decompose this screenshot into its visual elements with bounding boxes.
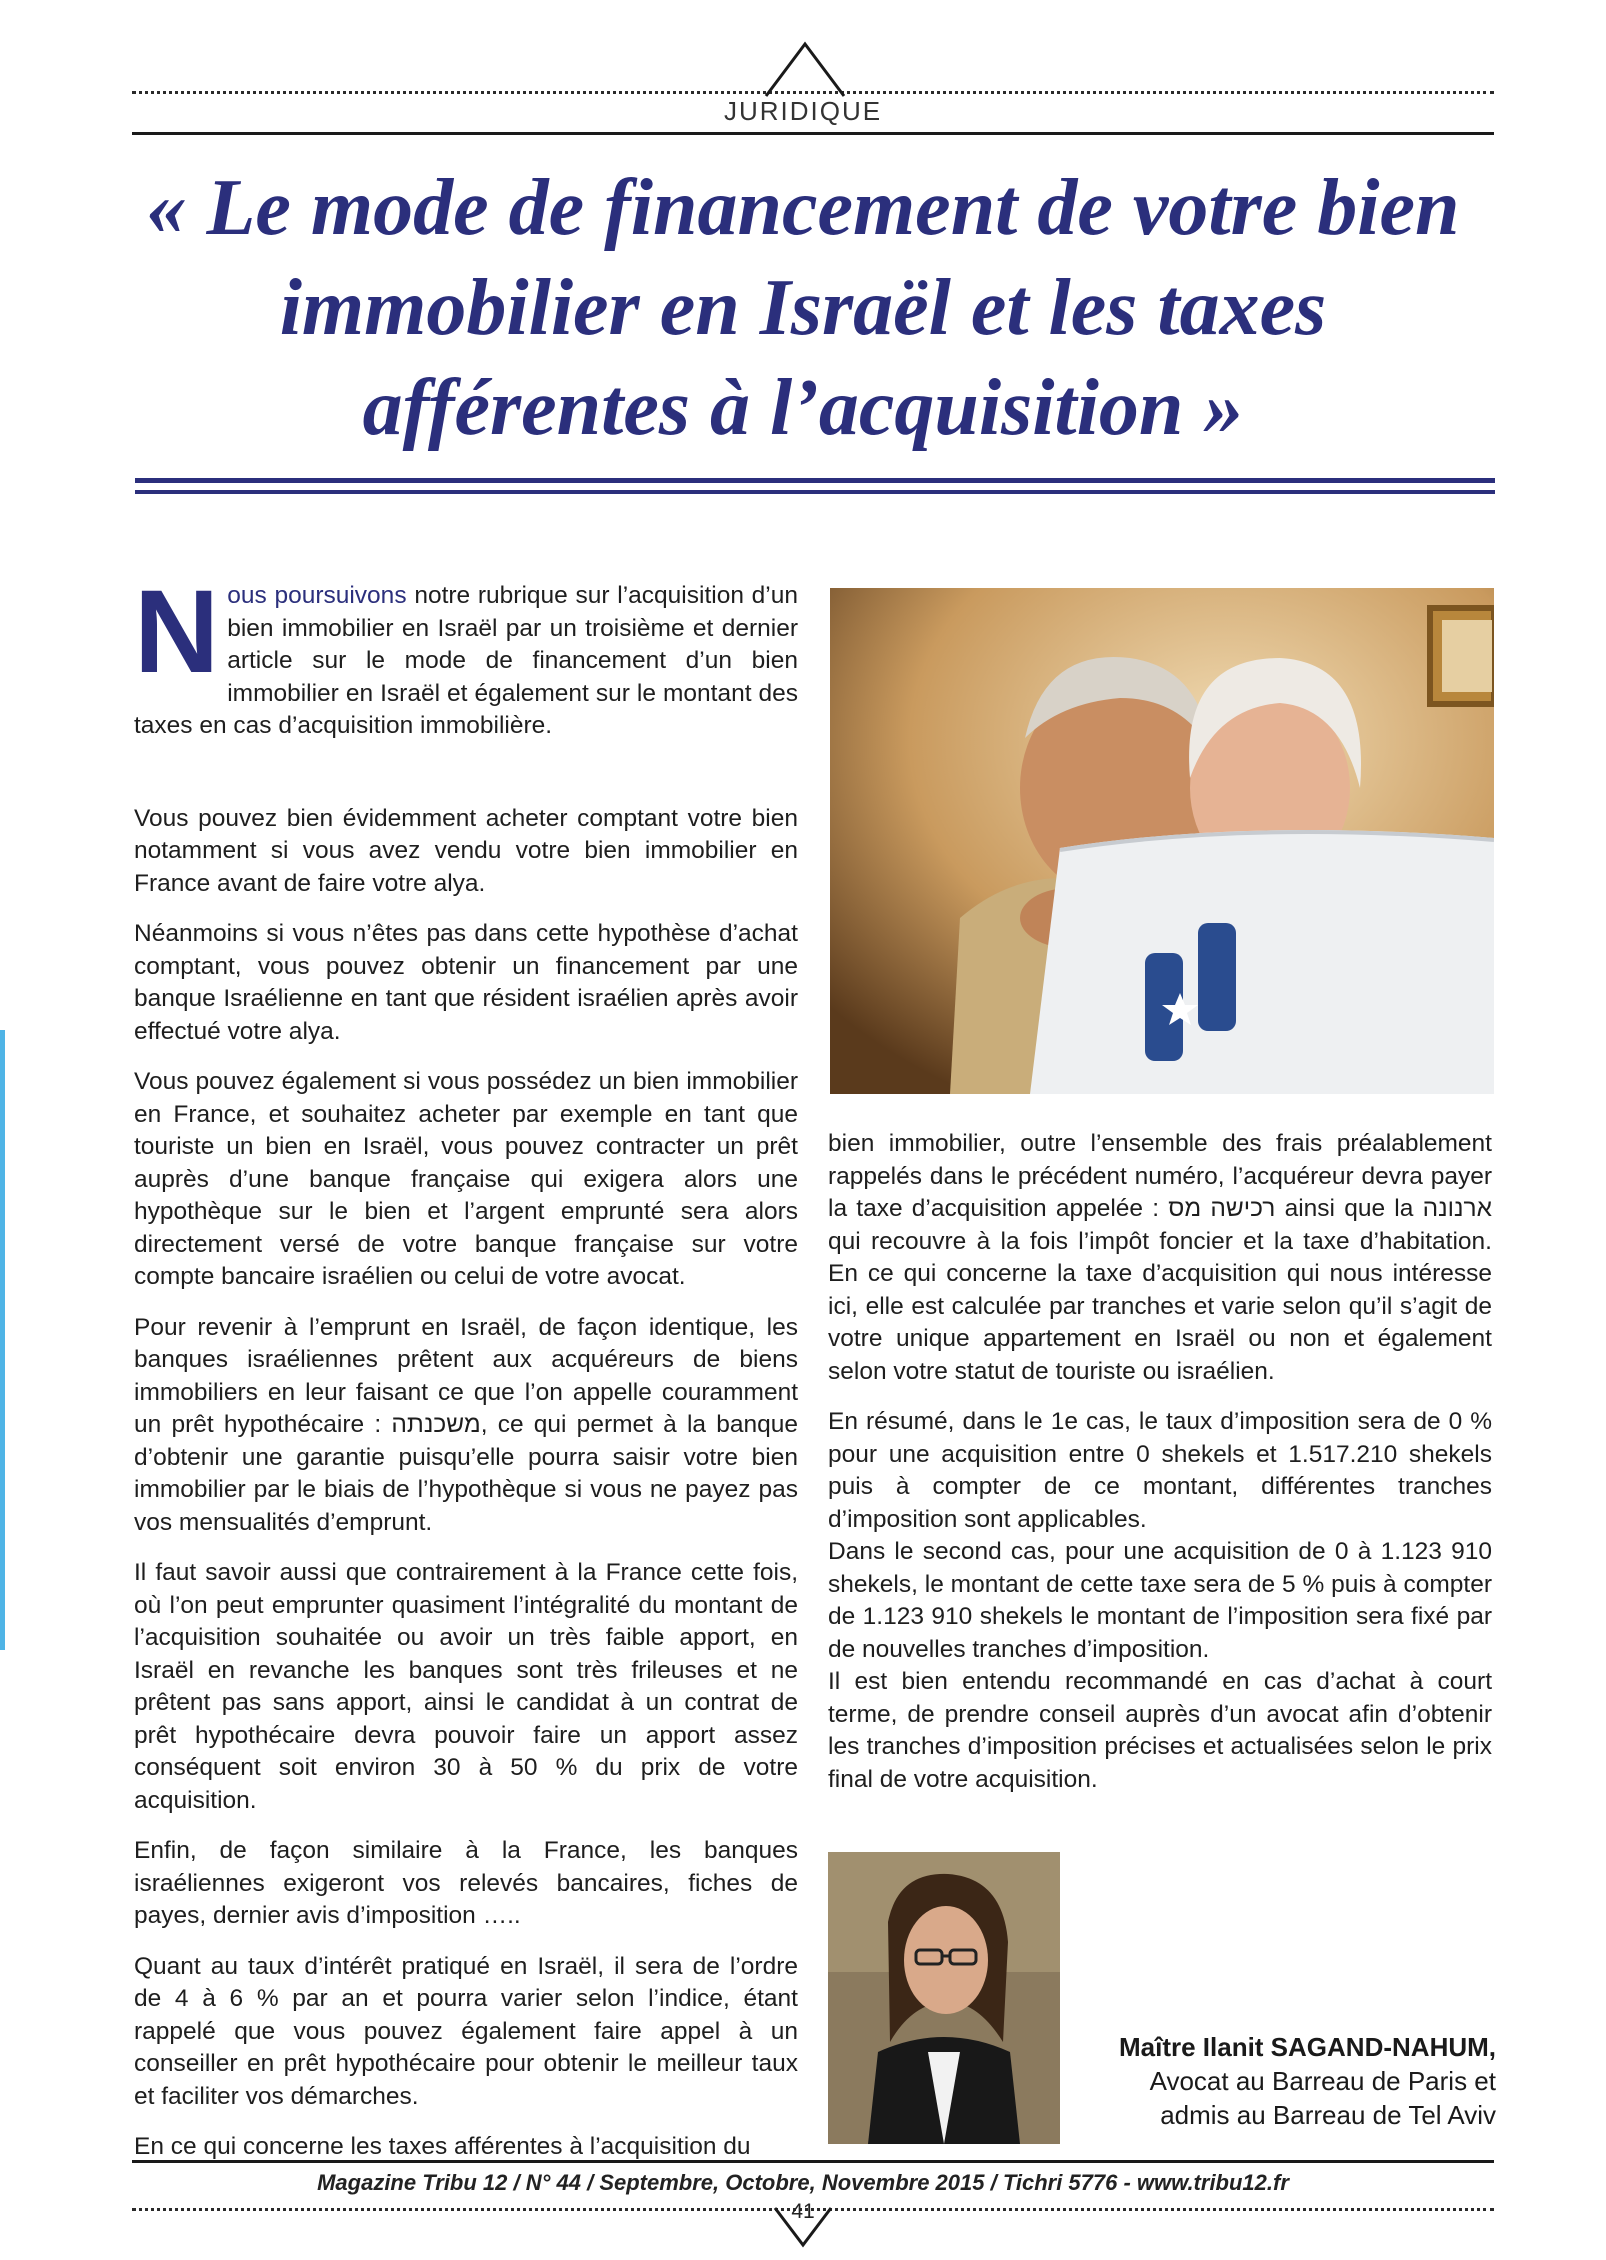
page-number: 41: [791, 2200, 815, 2223]
header-rule: [132, 132, 1494, 135]
paragraph: Dans le second cas, pour une acquisition de 0 à 1.123 910 shekels, le montant de cette taxe sera de 5 % puis à compter de 1.123 910 shekels le montant de l’imposition sera fixé par de nouvelles tranches d’imposition.: [828, 1538, 1492, 1663]
left-column: [134, 566, 798, 2182]
paragraph: Néanmoins si vous n’êtes pas dans cette hypothèse d’achat comptant, vous pouvez obtenir un financement par une banque Israélienne en tant que résident israélien après avoir effectué votre alya.: [134, 920, 798, 1045]
section-label: JURIDIQUE: [723, 96, 883, 126]
drop-cap: N: [134, 566, 220, 698]
paragraph: En résumé, dans le 1e cas, le taux d’imposition sera de 0 % pour une acquisition entre 0 shekels et 1.517.210 shekels puis à compter de ce montant, différentes tranches d’imposition sont applicables.: [828, 1408, 1492, 1533]
paragraph: Vous pouvez également si vous possédez un bien immobilier en France, et souhaitez acheter par exemple en tant que touriste un bien en Israël, vous pouvez contracter un prêt auprès d’une banque française qui exigera alors une hypothèque sur le bien et l’argent emprunté sera alors directement versé de votre banque française sur votre compte bancaire israélien ou celui de votre avocat.: [134, 1068, 798, 1290]
author-title-line-2: admis au Barreau de Tel Aviv: [1160, 2100, 1496, 2130]
author-title-line-1: Avocat au Barreau de Paris et: [1149, 2066, 1496, 2096]
author-name: Maître Ilanit SAGAND-NAHUM,: [1118, 2032, 1496, 2062]
author-signature: [1060, 2030, 1496, 2132]
paragraph: bien immobilier, outre l’ensemble des frais préalablement rappelés dans le précédent numéro, l’acquéreur devra payer la taxe d’acquisition appelée : רכישה מס ainsi que la ארנונה qui recouvre à la fois l’impôt foncier et la taxe d’habitation. En ce qui concerne la taxe d’acquisition qui nous intéresse ici, elle est calculée par tranches et varie selon qu’il s’agit de votre unique appartement en Israël ou non et également selon votre statut de touriste ou israélien.: [828, 1130, 1493, 1385]
author-portrait-photo: [828, 1852, 1060, 2144]
intro-paragraph: [134, 566, 798, 743]
footer-credit: Magazine Tribu 12 / N° 44 / Septembre, Octobre, Novembre 2015 / Tichri 5776 - www.tribu12.fr: [317, 2170, 1289, 2195]
right-column: [828, 1128, 1492, 1814]
side-accent-bar: [0, 1030, 5, 1650]
intro-lead: ous poursuivons: [227, 582, 407, 609]
article-title: « Le mode de financement de votre bien immobilier en Israël et les taxes afférentes à l’acquisition »: [146, 164, 1460, 452]
title-rule-bottom: [135, 490, 1495, 494]
paragraph: En ce qui concerne les taxes afférentes à l’acquisition du: [134, 2133, 751, 2160]
couple-laptop-photo: [830, 588, 1494, 1094]
paragraph: Vous pouvez bien évidemment acheter comptant votre bien notamment si vous avez vendu votre bien immobilier en France avant de faire votre alya.: [134, 804, 798, 897]
paragraph: Il faut savoir aussi que contrairement à la France cette fois, où l’on peut emprunter quasiment l’intégralité du montant de l’acquisition souhaitée ou avoir un très faible apport, en Israël en revanche les banques sont très frileuses et ne prêtent pas sans apport, ainsi le candidat à un contrat de prêt hypothécaire devra pouvoir faire un apport assez conséquent soit environ 30 à 50 % du prix de votre acquisition.: [134, 1559, 798, 1814]
footer-rule: [132, 2160, 1494, 2163]
intro-text: notre rubrique sur l’acquisition d’un bien immobilier en Israël par un troisième et dernier article sur le mode de financement d’un bien immobilier en Israël et également sur le montant des taxes en cas d’acquisition immobilière.: [134, 582, 798, 739]
paragraph: Quant au taux d’intérêt pratiqué en Israël, il sera de l’ordre de 4 à 6 % par an et pourra varier selon l’indice, étant rappelé que vous pouvez également faire appel à un conseiller en prêt hypothécaire pour obtenir le meilleur taux et faciliter vos démarches.: [134, 1952, 798, 2110]
header-chevron-ornament: [760, 38, 850, 100]
title-rule-top: [135, 478, 1495, 483]
paragraph: Enfin, de façon similaire à la France, les banques israéliennes exigeront vos relevés bancaires, fiches de payes, dernier avis d’imposition …..: [134, 1837, 798, 1929]
paragraph: Pour revenir à l’emprunt en Israël, de façon identique, les banques israéliennes prêtent aux acquéreurs de biens immobiliers en leur faisant ce que l’on appelle couramment un prêt hypothécaire : משכנתה, ce qui permet à la banque d’obtenir une garantie puisqu’elle pourra saisir votre bien immobilier par le biais de l’hypothèque si vous ne payez pas vos mensualités d’emprunt.: [134, 1313, 798, 1536]
paragraph: Il est bien entendu recommandé en cas d’achat à court terme, de prendre conseil auprès d’un avocat afin d’obtenir les tranches d’imposition précises et actualisées selon le prix final de votre acquisition.: [828, 1668, 1492, 1793]
